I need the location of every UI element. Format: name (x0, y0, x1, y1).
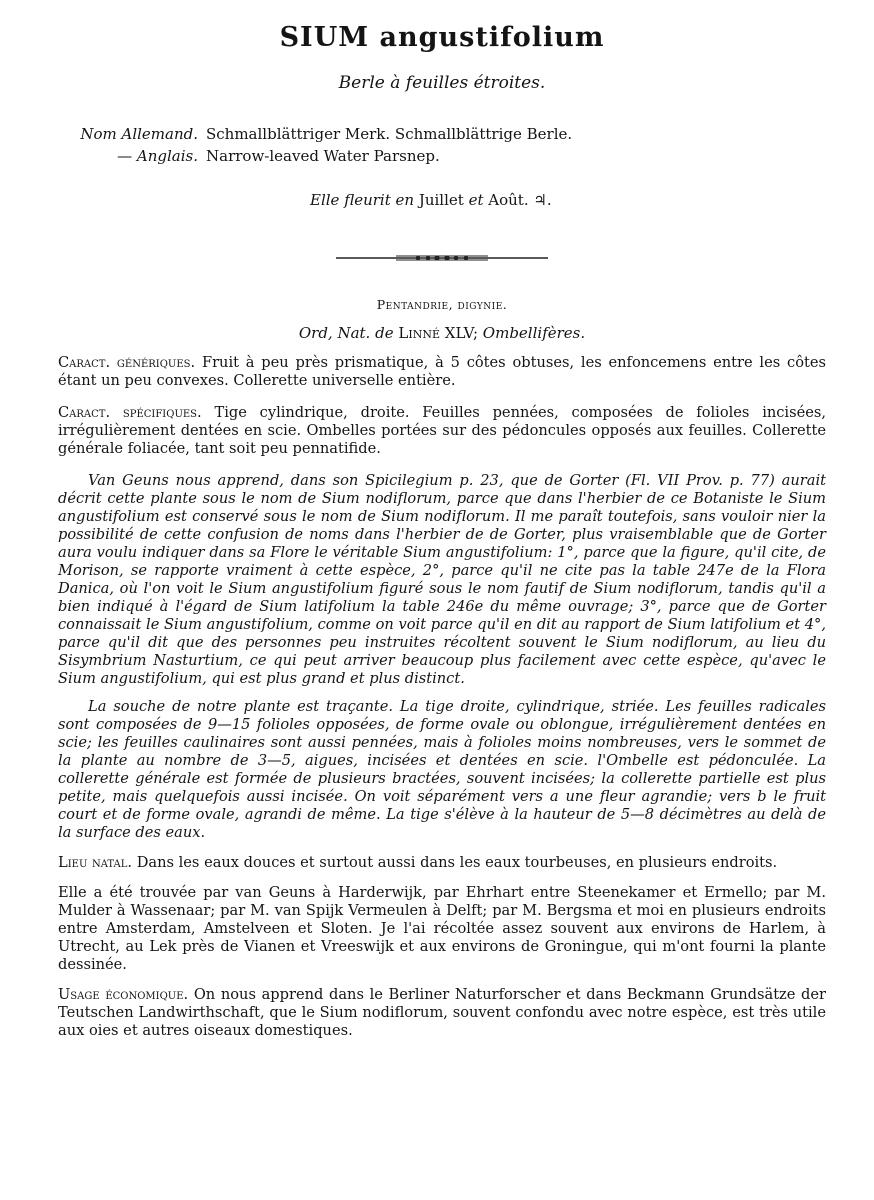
specific-characters (58, 404, 826, 458)
generic-characters-label: Caract. génériques. (58, 354, 196, 371)
flowering-month-1: Juillet (418, 191, 464, 209)
ornamental-rule-icon (336, 251, 548, 265)
ord-nat-family: Ombellifères. (482, 324, 586, 342)
economic-use-text: On nous apprend dans le Berliner Naturforscher et dans Beckmann Grundsätze der Teutschen Landwirthschaft, que le Sium nodiflorum, souvent confondu avec notre espèce, est très utile aux oies et autres oiseaux domestiques. (58, 986, 826, 1039)
flowering-month-2: Août. (488, 191, 529, 209)
economic-use (58, 986, 826, 1040)
paragraph-description: La souche de notre plante est traçante. La tige droite, cylindrique, striée. Les feuilles radicales sont composées de 9—15 folioles opposées, de forme ovale ou oblongue, irrégulièrement dentées en scie; les feuilles caulinaires sont aussi pennées, mais à folioles moins nombreuses, vers le sommet de la plante au nombre de 3—5, aigues, incisées et dentées en scie. l'Ombelle est pédonculée. La collerette générale est formée de plusieurs bractées, souvent incisées; la collerette partielle est plus petite, mais quelquefois aussi incisée. On voit séparément vers a une fleur agrandie; vers b le fruit court et de forme ovale, agrandi de même. La tige s'élève à la hauteur de 5—8 décimètres au delà de la surface des eaux. (58, 698, 826, 841)
generic-characters (58, 354, 826, 390)
name-value-german: Schmallblättriger Merk. Schmallblättrige Berle. (206, 125, 573, 143)
ord-nat-number: XLV; (444, 324, 479, 342)
name-row-german (58, 123, 826, 145)
native-habitat (58, 854, 826, 872)
ord-nat-label: Ord, Nat. (298, 324, 371, 342)
specific-characters-label: Caract. spécifiques. (58, 404, 202, 421)
linnaean-class: Pentandrie, digynie. (376, 297, 508, 312)
specific-characters-text: Tige cylindrique, droite. Feuilles pennées, composées de folioles incisées, irrégulièrement dentées en scie. Ombelles portées sur des pédoncules opposés aux feuilles. Collerette générale foliacée, tant soit peu pennatifide. (58, 404, 826, 457)
native-habitat-text: Dans les eaux douces et surtout aussi dans les eaux tourbeuses, en plusieurs endroits. (136, 854, 778, 871)
name-row-english (58, 145, 826, 167)
flowering-pre: Elle fleurit en (310, 191, 415, 209)
flowering-line (310, 191, 826, 209)
native-habitat-label: Lieu natal. (58, 854, 133, 871)
paragraph-localities: Elle a été trouvée par van Geuns à Harderwijk, par Ehrhart entre Steenekamer et Ermello; par M. Mulder à Wassenaar; par M. van Spijk Vermeulen à Delft; par M. Bergsma et moi en plusieurs endroits entre Amsterdam, Amstelveen et Sloten. Je l'ai récoltée assez souvent aux environs de Harlem, à Utrecht, au Lek près de Vianen et Vreeswijk et aux environs de Groningue, qui m'ont fourni la plante dessinée. (58, 884, 826, 973)
economic-use-label: Usage économique. (58, 986, 189, 1003)
natural-order (58, 324, 826, 342)
name-lang-german: Nom Allemand. (80, 125, 198, 143)
ord-nat-author: Linné (398, 324, 440, 342)
page-subtitle: Berle à feuilles étroites. (338, 73, 546, 93)
generic-characters-text: Fruit à peu près prismatique, à 5 côtes obtuses, les enfoncemens entre les côtes étant un peu convexes. Collerette universelle entière. (58, 354, 826, 389)
name-lang-english: — Anglais. (117, 147, 198, 165)
common-names (58, 123, 826, 167)
perennial-symbol: ♃. (533, 191, 552, 209)
paragraph-van-geuns: Van Geuns nous apprend, dans son Spicilegium p. 23, que de Gorter (Fl. VII Prov. p. 77) aurait décrit cette plante sous le nom de Sium nodiflorum, parce que dans l'herbier de ce Botaniste le Sium angustifolium est conservé sous le nom de Sium nodiflorum. Il me paraît toutefois, sans vouloir nier la possibilité de cette confusion de noms dans l'herbier de de Gorter, plus vraisemblable que de Gorter aura voulu indiquer dans sa Flore le véritable Sium angustifolium: 1°, parce que la figure, qu'il cite, de Morison, se rapporte vraiment à cette espèce, 2°, parce qu'il ne cite pas la table 247e de la Flora Danica, où l'on voit le Sium angustifolium figuré sous le nom fautif de Sium nodiflorum, tandis qu'il a bien indiqué à l'égard de Sium latifolium la table 246e du même ouvrage; 3°, parce que de Gorter connaissait le Sium angustifolium, comme on voit parce qu'il en dit au rapport de Sium latifolium et 4°, parce qu'il dit que des personnes peu instruites récoltent souvent le Sium nodiflorum, au lieu du Sisymbrium Nasturtium, ce qui peut arriver beaucoup plus facilement avec cette espèce, qu'avec le Sium angustifolium, qui est plus grand et plus distinct. (58, 472, 826, 687)
ord-nat-de: de (375, 324, 394, 342)
page-title: SIUM angustifolium (279, 22, 605, 53)
flowering-mid: et (468, 191, 484, 209)
name-value-english: Narrow-leaved Water Parsnep. (206, 147, 440, 165)
